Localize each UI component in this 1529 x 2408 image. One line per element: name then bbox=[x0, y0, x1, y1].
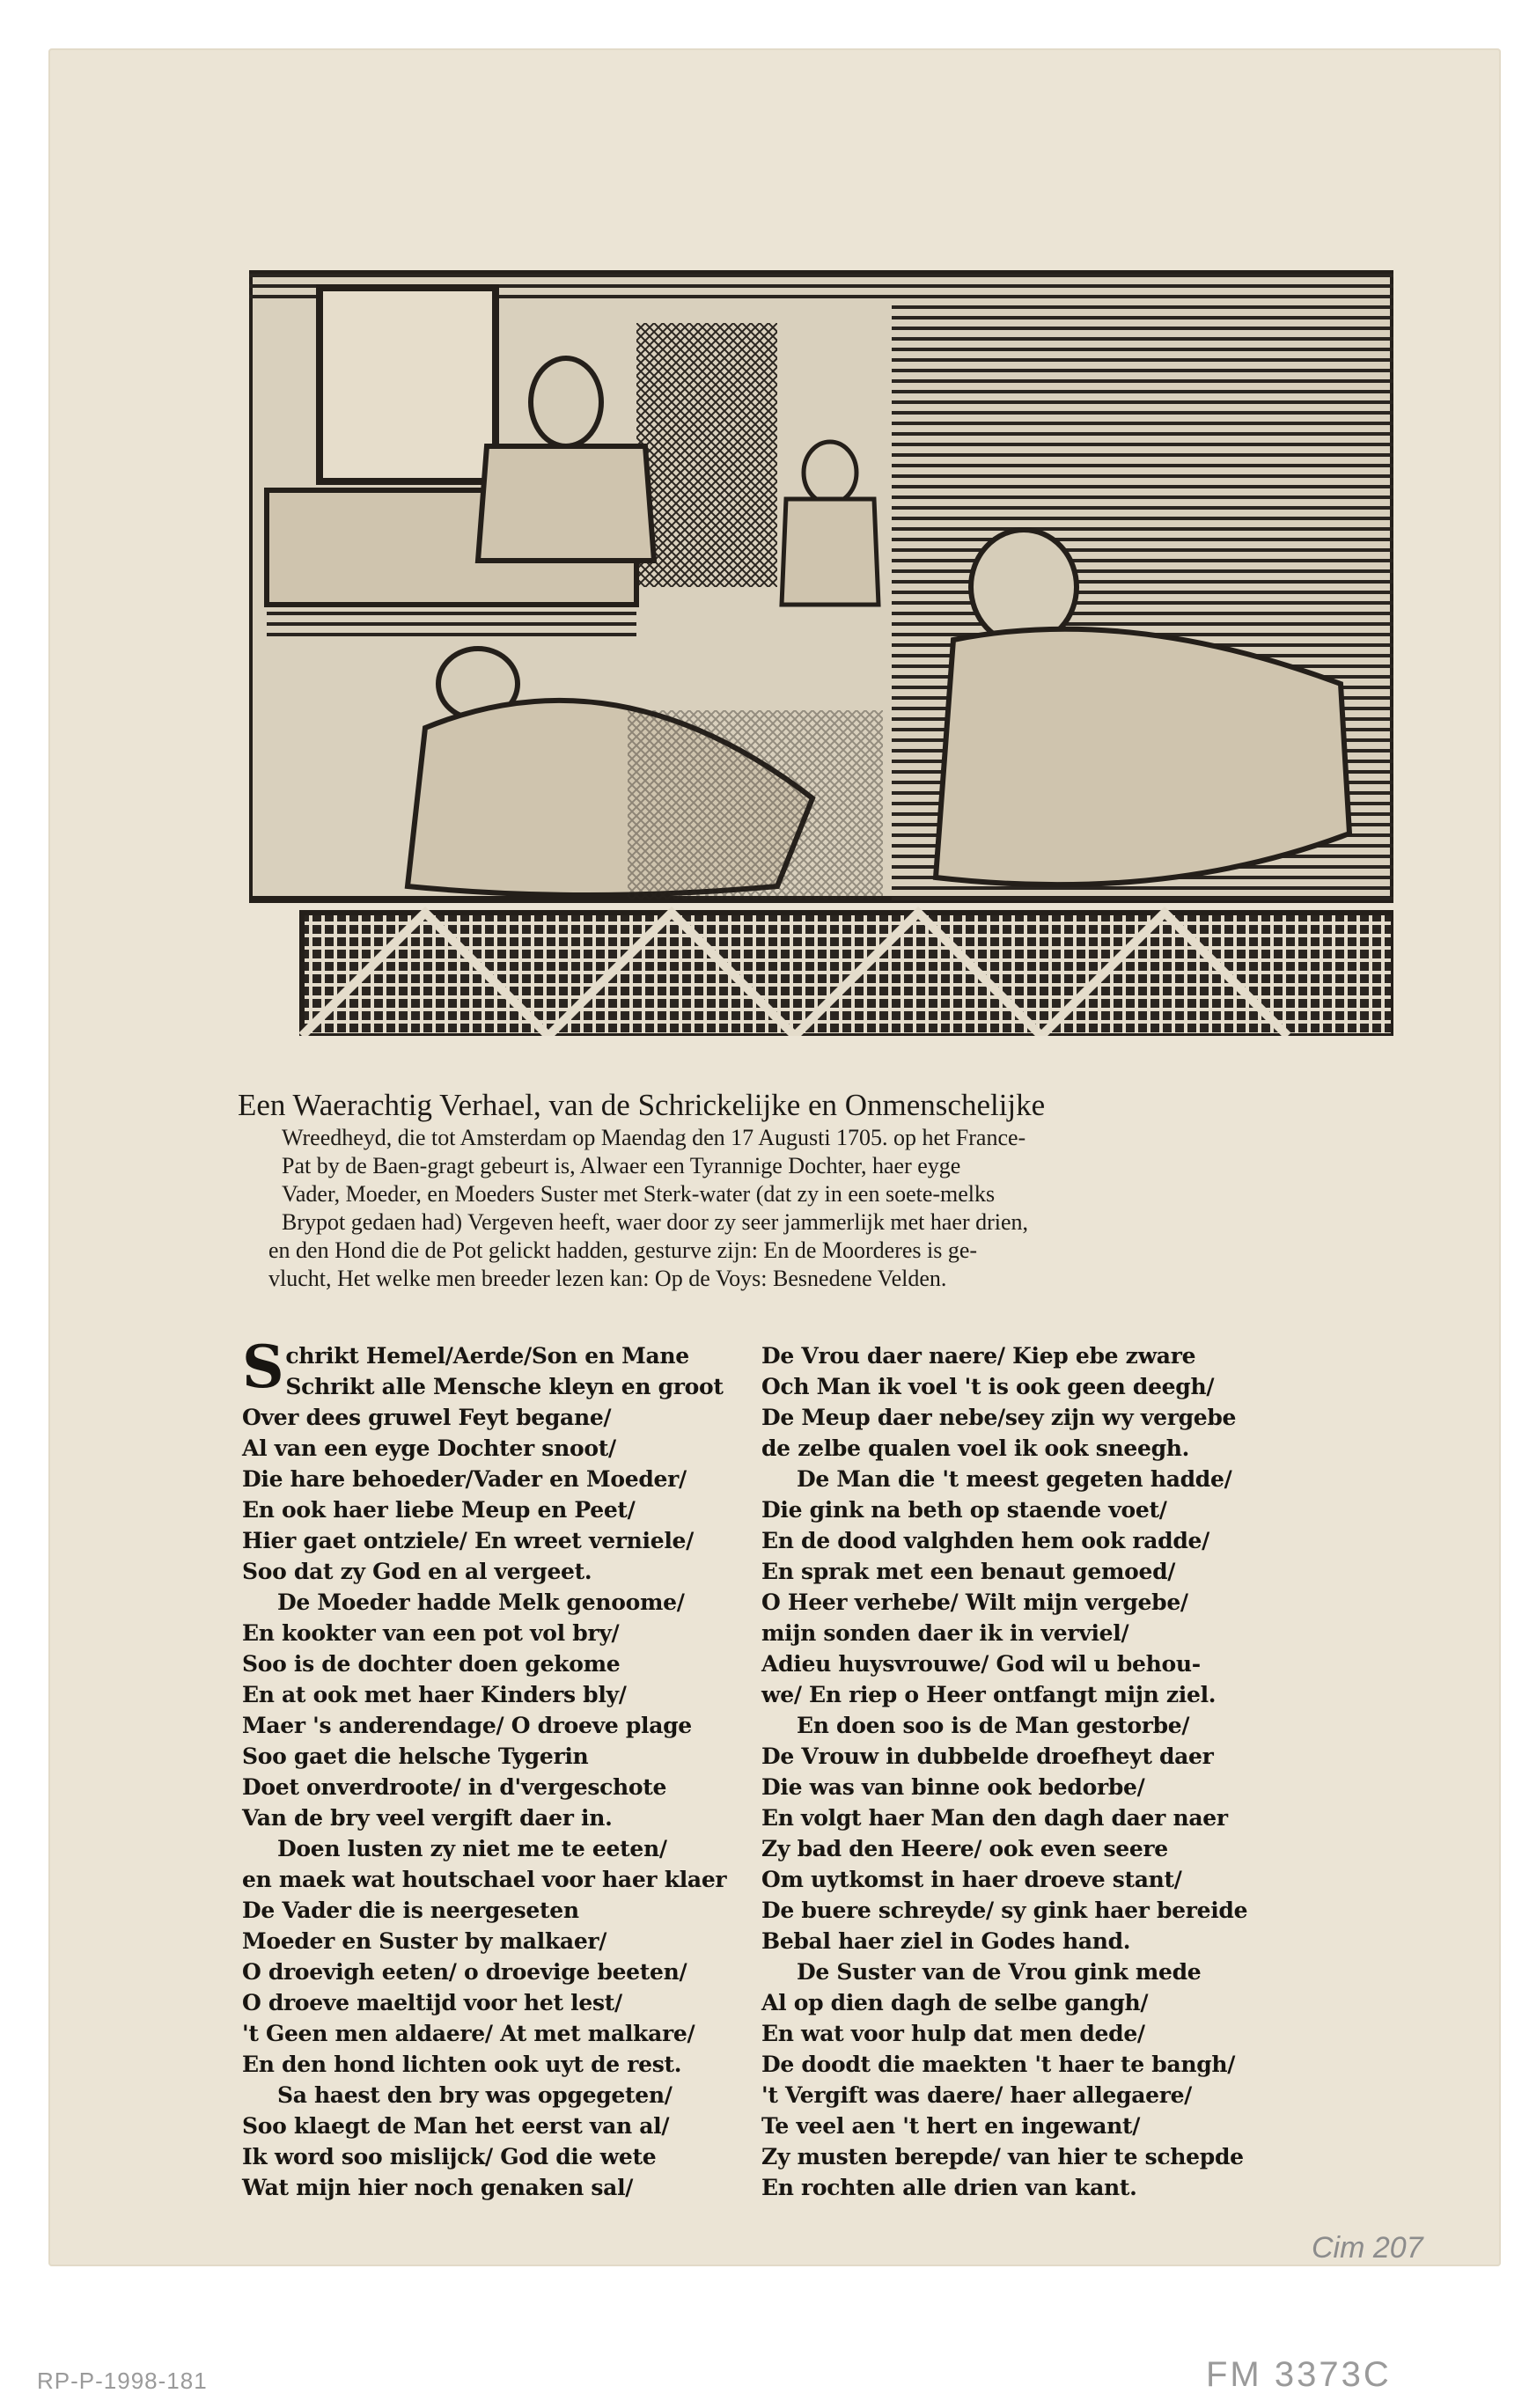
verse-line: En de dood valghden hem ook radde/ bbox=[761, 1528, 1209, 1553]
verse-line: De doodt die maekten 't haer te bangh/ bbox=[761, 2052, 1236, 2077]
subtitle-line: Vader, Moeder, en Moeders Suster met Sterk-water (dat zy in een soete-melks bbox=[282, 1181, 996, 1207]
subtitle-line: en den Hond die de Pot gelickt hadden, gesturve zijn: En de Moorderes is ge- bbox=[268, 1237, 978, 1263]
verse-line: Soo dat zy God en al vergeet. bbox=[242, 1559, 592, 1584]
verse-line: Hier gaet ontziele/ En wreet verniele/ bbox=[242, 1528, 694, 1553]
verse-line: En wat voor hulp dat men dede/ bbox=[761, 2021, 1145, 2046]
verse-line: Die gink na beth op staende voet/ bbox=[761, 1497, 1167, 1523]
verse-line: Doen lusten zy niet me te eeten/ bbox=[277, 1836, 667, 1861]
verse-line: En doen soo is de Man gestorbe/ bbox=[797, 1713, 1190, 1738]
verse-line: De Vader die is neergeseten bbox=[242, 1898, 579, 1923]
verse-line: En volgt haer Man den dagh daer naer bbox=[761, 1805, 1228, 1831]
subtitle-line: Wreedheyd, die tot Amsterdam op Maendag den 17 Augusti 1705. op het France- bbox=[282, 1125, 1026, 1150]
woodcut-svg bbox=[249, 270, 1393, 1036]
subtitle-line: vlucht, Het welke men breeder lezen kan: Op de Voys: Besnedene Velden. bbox=[268, 1266, 947, 1291]
verse-line: Al van een eyge Dochter snoot/ bbox=[242, 1435, 616, 1461]
verse-line: O Heer verhebe/ Wilt mijn vergebe/ bbox=[761, 1589, 1188, 1615]
verse-line: Moeder en Suster by malkaer/ bbox=[242, 1928, 607, 1954]
verse-line: Van de bry veel vergift daer in. bbox=[242, 1805, 613, 1831]
verse-line: Bebal haer ziel in Godes hand. bbox=[761, 1928, 1131, 1954]
verse-line: En at ook met haer Kinders bly/ bbox=[242, 1682, 627, 1707]
verse-line: De buere schreyde/ sy gink haer bereide bbox=[761, 1898, 1248, 1923]
broadside-title: Een Waerachtig Verhael, van de Schrickelijke en Onmenschelijke bbox=[238, 1088, 1046, 1122]
verse-line: De Meup daer nebe/sey zijn wy vergebe bbox=[761, 1405, 1237, 1430]
verse-line: we/ En riep o Heer ontfangt mijn ziel. bbox=[761, 1682, 1217, 1707]
catalog-annotation: Cim 207 bbox=[1312, 2231, 1423, 2265]
verse-line: Och Man ik voel 't is ook geen deegh/ bbox=[761, 1374, 1215, 1399]
verse-line: Sa haest den bry was opgegeten/ bbox=[277, 2082, 673, 2108]
verse-line: Al op dien dagh de selbe gangh/ bbox=[761, 1990, 1149, 2015]
verse-line: En den hond lichten ook uyt de rest. bbox=[242, 2052, 682, 2077]
verse-line: Soo is de dochter doen gekome bbox=[242, 1651, 621, 1677]
verse-line: De Suster van de Vrou gink mede bbox=[797, 1959, 1202, 1985]
verse-line: Over dees gruwel Feyt begane/ bbox=[242, 1405, 612, 1430]
verse-column-right bbox=[761, 1340, 1272, 2203]
verse-line: De Moeder hadde Melk genoome/ bbox=[277, 1589, 685, 1615]
verse-line: de zelbe qualen voel ik ook sneegh. bbox=[761, 1435, 1190, 1461]
woodcut-illustration bbox=[249, 270, 1393, 1036]
verse-line: Schrikt alle Mensche kleyn en groot bbox=[285, 1374, 724, 1399]
verse-line: En kookter van een pot vol bry/ bbox=[242, 1620, 620, 1646]
verse-line: Die was van binne ook bedorbe/ bbox=[761, 1774, 1145, 1800]
subtitle-line: Brypot gedaen had) Vergeven heeft, waer door zy seer jammerlijk met haer drien, bbox=[282, 1209, 1029, 1235]
drop-cap: S bbox=[242, 1332, 284, 1401]
broadside-sheet bbox=[48, 48, 1501, 2266]
verse-line: Ik word soo mislijck/ God die wete bbox=[242, 2144, 657, 2169]
verse-line: Soo klaegt de Man het eerst van al/ bbox=[242, 2113, 670, 2139]
verse-line: Doet onverdroote/ in d'vergeschote bbox=[242, 1774, 667, 1800]
title-block bbox=[238, 1087, 1329, 1293]
verse-line: De Vrou daer naere/ Kiep ebe zware bbox=[761, 1343, 1196, 1369]
verse-line: Adieu huysvrouwe/ God wil u behou- bbox=[761, 1651, 1201, 1677]
verse-line: Wat mijn hier noch genaken sal/ bbox=[242, 2175, 634, 2200]
verse-line: En rochten alle drien van kant. bbox=[761, 2175, 1137, 2200]
verse-line: mijn sonden daer ik in verviel/ bbox=[761, 1620, 1129, 1646]
verse-line: De Man die 't meest gegeten hadde/ bbox=[797, 1466, 1232, 1492]
verse-line: O droevigh eeten/ o droevige beeten/ bbox=[242, 1959, 687, 1985]
verse-line: en maek wat houtschael voor haer klaer bbox=[242, 1867, 727, 1892]
verse-line: Die hare behoeder/Vader en Moeder/ bbox=[242, 1466, 687, 1492]
verse-line: Zy bad den Heere/ ook even seere bbox=[761, 1836, 1168, 1861]
verse-line: De Vrouw in dubbelde droefheyt daer bbox=[761, 1744, 1214, 1769]
verse-column-left bbox=[242, 1332, 753, 2203]
verse-line: En sprak met een benaut gemoed/ bbox=[761, 1559, 1176, 1584]
verse-line: O droeve maeltijd voor het lest/ bbox=[242, 1990, 622, 2015]
verse-line: Soo gaet die helsche Tygerin bbox=[242, 1744, 589, 1769]
verse-line: Te veel aen 't hert en ingewant/ bbox=[761, 2113, 1141, 2139]
verse-line: En ook haer liebe Meup en Peet/ bbox=[242, 1497, 636, 1523]
subtitle-line: Pat by de Baen-gragt gebeurt is, Alwaer een Tyrannige Dochter, haer eyge bbox=[282, 1153, 961, 1178]
object-number: RP-P-1998-181 bbox=[37, 2368, 208, 2394]
fm-number: FM 3373C bbox=[1206, 2355, 1392, 2394]
verse-text: chrikt Hemel/Aerde/Son en Mane bbox=[285, 1343, 689, 1369]
verse-line: Maer 's anderendage/ O droeve plage bbox=[242, 1713, 692, 1738]
verse-line: 't Vergift was daere/ haer allegaere/ bbox=[761, 2082, 1193, 2108]
verse-line: Om uytkomst in haer droeve stant/ bbox=[761, 1867, 1182, 1892]
verse-line: 't Geen men aldaere/ At met malkare/ bbox=[242, 2021, 695, 2046]
verse-line: Zy musten berepde/ van hier te schepde bbox=[761, 2144, 1244, 2169]
